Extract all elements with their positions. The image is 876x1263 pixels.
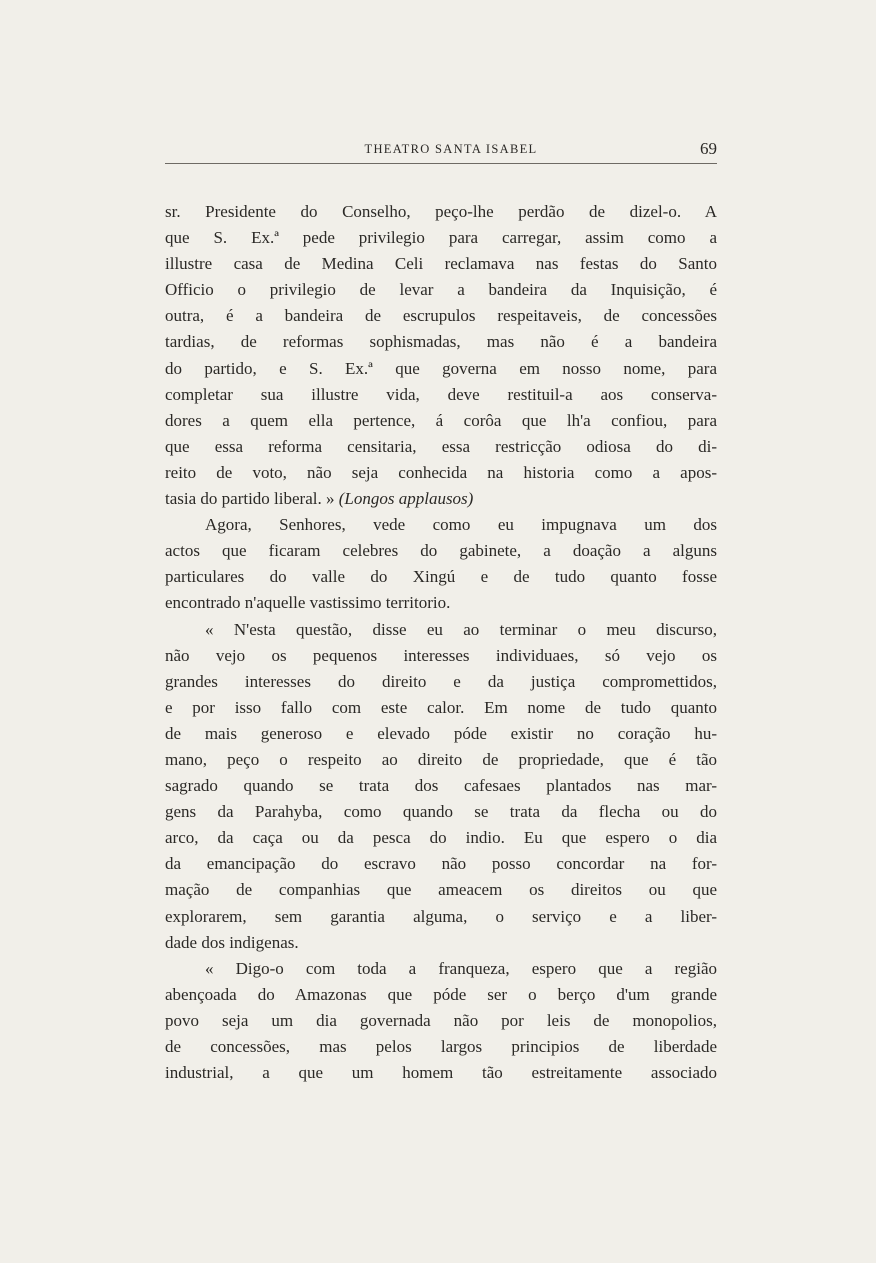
- text-line: completar sua illustre vida, deve restituil-a aos conserva-: [165, 384, 717, 404]
- paragraph-start: « N'esta questão, disse eu ao terminar o meu discurso,: [205, 619, 717, 639]
- body-text: [165, 199, 717, 1086]
- text-line: tardias, de reformas sophismadas, mas não é a bandeira: [165, 332, 717, 352]
- text-line: e por isso fallo com este calor. Em nome de tudo quanto: [165, 697, 717, 717]
- text-line: tasia do partido liberal. »: [165, 489, 339, 509]
- paragraph-start: « Digo-o com toda a franqueza, espero que a região: [205, 958, 717, 978]
- text-line: não vejo os pequenos interesses individuaes, só vejo os: [165, 645, 717, 665]
- text-line: abençoada do Amazonas que póde ser o berço d'um grande: [165, 984, 717, 1004]
- text-line: illustre casa de Medina Celi reclamava nas festas do Santo: [165, 254, 717, 274]
- text-line: grandes interesses do direito e da justiça compromettidos,: [165, 671, 717, 691]
- text-line: de mais generoso e elevado póde existir no coração hu-: [165, 723, 717, 743]
- text-line: reito de voto, não seja conhecida na historia como a apos-: [165, 462, 717, 482]
- text-line: que S. Ex.ª pede privilegio para carregar, assim como a: [165, 228, 717, 248]
- text-line: Officio o privilegio de levar a bandeira da Inquisição, é: [165, 280, 717, 300]
- page-number: 69: [700, 139, 717, 158]
- paragraph-start: Agora, Senhores, vede como eu impugnava um dos: [205, 515, 717, 535]
- text-line: arco, da caça ou da pesca do indio. Eu que espero o dia: [165, 828, 717, 848]
- text-line: da emancipação do escravo não posso concordar na for-: [165, 854, 717, 874]
- text-line: povo seja um dia governada não por leis de monopolios,: [165, 1010, 717, 1030]
- text-line: encontrado n'aquelle vastissimo territorio.: [165, 593, 451, 613]
- running-title: THEATRO SANTA ISABEL: [364, 142, 538, 156]
- text-line: industrial, a que um homem tão estreitamente associado: [165, 1063, 717, 1083]
- text-line: do partido, e S. Ex.ª que governa em nosso nome, para: [165, 358, 717, 378]
- text-line: de concessões, mas pelos largos principios de liberdade: [165, 1037, 717, 1056]
- text-line: explorarem, sem garantia alguma, o serviço e a liber-: [165, 906, 717, 926]
- text-line: actos que ficaram celebres do gabinete, a doação a alguns: [165, 541, 717, 561]
- text-line: sr. Presidente do Conselho, peço-lhe perdão de dizel-o. A: [165, 202, 717, 221]
- applause-note: (Longos applausos): [338, 489, 474, 509]
- text-line: sagrado quando se trata dos cafesaes plantados nas mar-: [165, 776, 717, 796]
- text-line: outra, é a bandeira de escrupulos respeitaveis, de concessões: [165, 306, 717, 326]
- text-line-with-applause: [165, 486, 717, 512]
- text-line: gens da Parahyba, como quando se trata da flecha ou do: [165, 802, 717, 822]
- text-line: particulares do valle do Xingú e de tudo quanto fosse: [165, 567, 717, 587]
- text-line: dade dos indigenas.: [165, 932, 299, 952]
- text-line: mação de companhias que ameacem os direitos ou que: [165, 880, 717, 900]
- header-rule: [165, 163, 717, 164]
- text-line: dores a quem ella pertence, á corôa que lh'a confiou, para: [165, 410, 717, 430]
- text-line: mano, peço o respeito ao direito de propriedade, que é tão: [165, 749, 717, 769]
- text-line: que essa reforma censitaria, essa restricção odiosa do di-: [165, 436, 717, 456]
- running-header: [165, 139, 717, 163]
